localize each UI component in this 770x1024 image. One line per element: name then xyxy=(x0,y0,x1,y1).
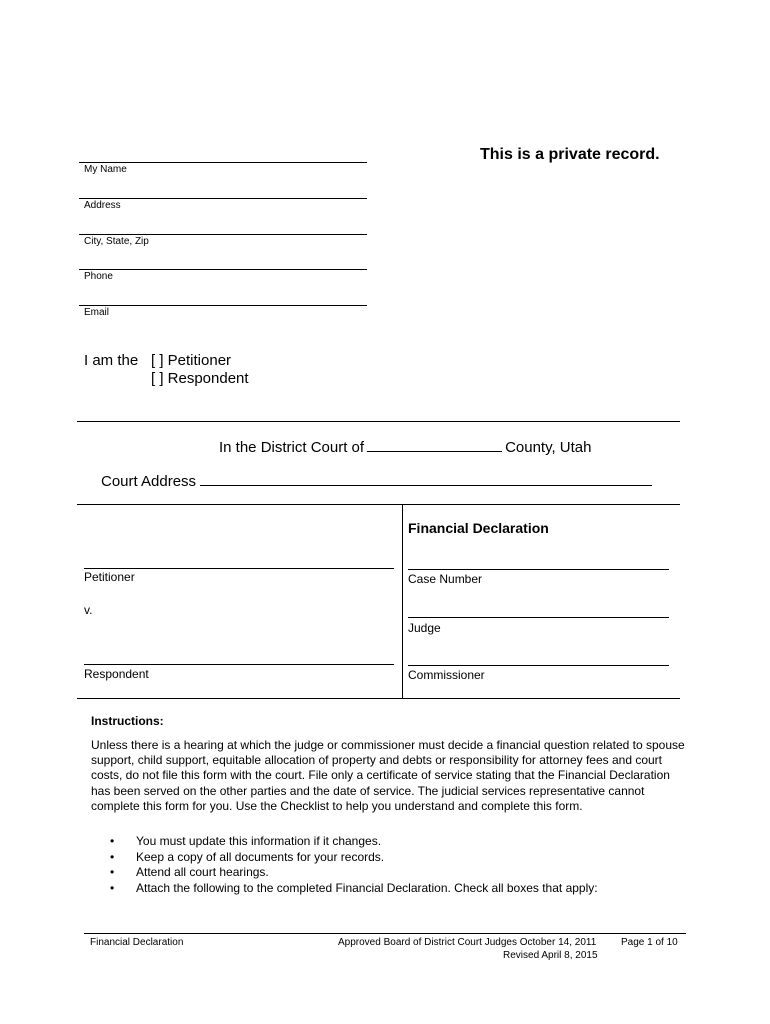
judge-label: Judge xyxy=(408,621,441,635)
case-number-label: Case Number xyxy=(408,572,483,586)
court-address-label: Court Address xyxy=(101,473,197,490)
district-court-line xyxy=(219,437,592,456)
footer-rule xyxy=(84,933,686,934)
respondent-checkbox[interactable]: [ ] Respondent xyxy=(151,370,249,387)
case-number-line[interactable] xyxy=(408,569,669,570)
judge-line[interactable] xyxy=(408,617,669,618)
list-item: • You must update this information if it changes. xyxy=(110,834,598,850)
address-label: Address xyxy=(84,200,121,211)
phone-label: Phone xyxy=(84,271,113,282)
email-label: Email xyxy=(84,307,110,318)
list-item: • Attach the following to the completed Financial Declaration. Check all boxes that apply: xyxy=(110,881,598,897)
instructions-paragraph: Unless there is a hearing at which the judge or commissioner must decide a financial question related to spouse support, child support, equitable allocation of property and debts or responsibility for attorney fees and court costs, do not file this form with the court. File only a certificate of service stating that the Financial Declaration has been served on the other parties and the date of service. The judicial services representative cannot complete this form for you. Use the Checklist to help you understand and complete this form. xyxy=(91,738,685,813)
phone-line[interactable] xyxy=(79,269,367,270)
commissioner-label: Commissioner xyxy=(408,668,485,682)
petitioner-label: Petitioner xyxy=(84,570,135,584)
city-state-zip-line[interactable] xyxy=(79,234,367,235)
list-item: • Attend all court hearings. xyxy=(110,865,598,881)
footer-revised: Revised April 8, 2015 xyxy=(503,950,598,961)
private-record-notice: This is a private record. xyxy=(480,146,660,163)
court-top-rule xyxy=(77,421,680,422)
role-prefix: I am the xyxy=(84,352,139,369)
petitioner-checkbox[interactable]: [ ] Petitioner xyxy=(151,352,232,369)
caption-divider xyxy=(402,504,403,698)
footer-page-number: Page 1 of 10 xyxy=(621,937,678,948)
caption-top-rule xyxy=(77,504,680,505)
form-title: Financial Declaration xyxy=(408,520,549,536)
court-address-field[interactable] xyxy=(200,471,652,486)
city-state-zip-label: City, State, Zip xyxy=(84,236,149,247)
address-line[interactable] xyxy=(79,198,367,199)
my-name-label: My Name xyxy=(84,164,127,175)
instructions-list xyxy=(110,834,598,896)
county-blank-field[interactable] xyxy=(367,437,502,452)
district-court-suffix: County, Utah xyxy=(505,439,592,456)
versus-label: v. xyxy=(84,603,93,617)
petitioner-name-line[interactable] xyxy=(84,568,394,569)
footer-form-name: Financial Declaration xyxy=(90,937,184,948)
footer-approved: Approved Board of District Court Judges October 14, 2011 xyxy=(338,937,597,948)
caption-bottom-rule xyxy=(77,698,680,699)
court-address-line xyxy=(101,471,652,490)
list-item: • Keep a copy of all documents for your records. xyxy=(110,850,598,866)
respondent-label: Respondent xyxy=(84,667,149,681)
respondent-name-line[interactable] xyxy=(84,664,394,665)
my-name-line[interactable] xyxy=(79,162,367,163)
district-court-prefix: In the District Court of xyxy=(219,439,365,456)
instructions-heading: Instructions: xyxy=(91,714,164,728)
commissioner-line[interactable] xyxy=(408,665,669,666)
email-line[interactable] xyxy=(79,305,367,306)
